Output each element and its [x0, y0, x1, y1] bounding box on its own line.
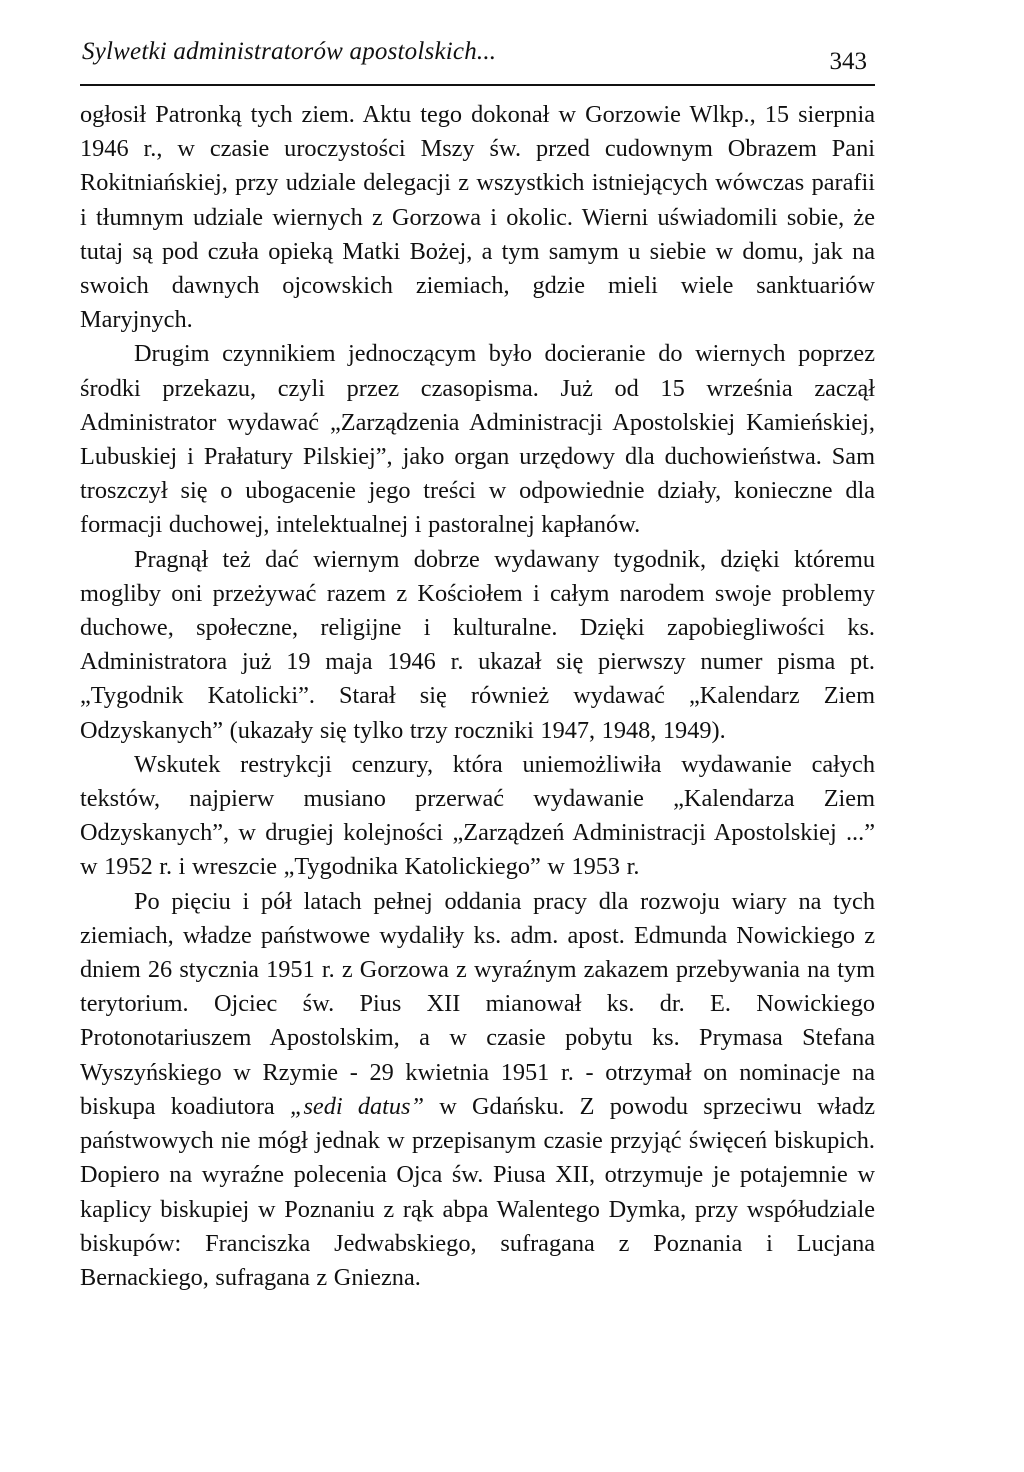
paragraph-2: Drugim czynnikiem jednoczącym było docieranie do wiernych poprzez środki przekazu, czyli przez czasopisma. Już od 15 września zaczął Administrator wydawać „Zarządzenia Administracji Apostolskiej Kamieńskiej, Lubuskiej i Prałatury Pilskiej”, jako organ urzędowy dla duchowieństwa. Sam troszczył się o ubogacenie jego treści w odpowiednie działy, konieczne dla formacji duchowej, intelektualnej i pastoralnej kapłanów.	[80, 340, 875, 539]
paragraph-5-text-before: Po pięciu i pół latach pełnej oddania pracy dla rozwoju wiary na tych ziemiach, władze państwowe wydaliły ks. adm. apost. Edmunda Nowickiego z dniem 26 stycznia 1951 r. z Gorzowa z wyraźnym zakazem przebywania na tym terytorium. Ojciec św. Pius XII mianował ks. dr. E. Nowickiego Protonotariuszem Apostolskim, a w czasie pobytu ks. Prymasa Stefana Wyszyńskiego w Rzymie - 29 kwietnia 1951 r. - otrzymał on nominacje na biskupa koadiutora	[80, 887, 875, 1120]
paragraph-3: Pragnął też dać wiernym dobrze wydawany tygodnik, dzięki któremu mogliby oni przeżywać razem z Kościołem i całym narodem swoje problemy duchowe, społeczne, religijne i kulturalne. Dzięki zapobiegliwości ks. Administratora już 19 maja 1946 r. ukazał się pierwszy numer pisma pt. „Tygodnik Katolicki”. Starał się również wydawać „Kalendarz Ziem Odzyskanych” (ukazały się tylko trzy roczniki 1947, 1948, 1949).	[80, 545, 875, 744]
paragraph-5	[80, 885, 875, 1295]
paragraph-5-text-after: w Gdańsku. Z powodu sprzeciwu władz państwowych nie mógł jednak w przepisanym czasie przyjąć święceń biskupich. Dopiero na wyraźne polecenia Ojca św. Piusa XII, otrzymuje je potajemnie w kaplicy biskupiej w Poznaniu z rąk abpa Walentego Dymka, przy współudziale biskupów: Franciszka Jedwabskiego, sufragana z Poznania i Lucjana Bernackiego, sufragana z Gniezna.	[80, 1092, 875, 1291]
running-header-title: Sylwetki administratorów apostolskich...	[82, 38, 497, 65]
paragraph-4: Wskutek restrykcji cenzury, która uniemożliwiła wydawanie całych tekstów, najpierw musiano przerwać wydawanie „Kalendarza Ziem Odzyskanych”, w drugiej kolejności „Zarządzeń Administracji Apostolskiej ...” w 1952 r. i wreszcie „Tygodnika Katolickiego” w 1953 r.	[80, 750, 875, 881]
header-rule	[80, 84, 875, 86]
body-text	[80, 98, 875, 1295]
paragraph-1: ogłosił Patronką tych ziem. Aktu tego dokonał w Gorzowie Wlkp., 15 sierpnia 1946 r., w czasie uroczystości Mszy św. przed cudownym Obrazem Pani Rokitniańskiej, przy udziale delegacji z wszystkich istniejących wówczas parafii i tłumnym udziale wiernych z Gorzowa i okolic. Wierni uświadomili sobie, że tutaj są pod czuła opieką Matki Bożej, a tym samym u siebie w domu, jak na swoich dawnych ojcowskich ziemiach, gdzie mieli wiele sanktuariów Maryjnych.	[80, 101, 875, 334]
page-number: 343	[829, 48, 867, 75]
paragraph-5-emphasis: „sedi datus”	[289, 1092, 424, 1120]
running-header	[80, 38, 875, 86]
